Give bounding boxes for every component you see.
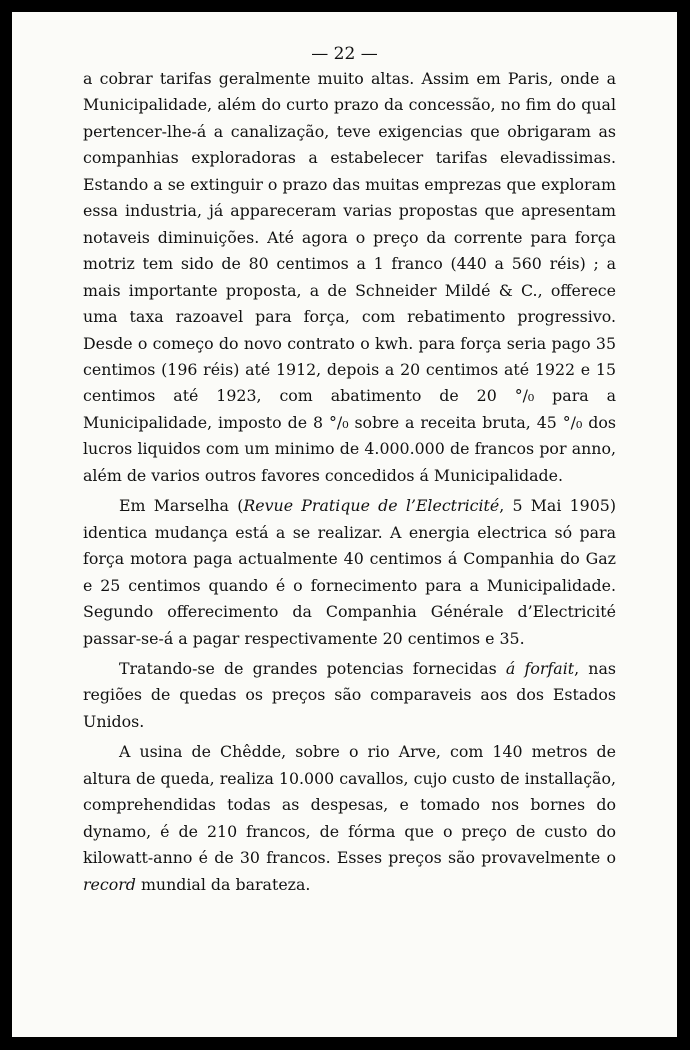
paragraph-4-text-end: mundial da barateza.: [135, 874, 311, 894]
paragraph-3-text-start: Tratando-se de grandes potencias fornecidas: [119, 658, 506, 678]
paragraph-2-text-end: , 5 Mai 1905) identica mudança está a se realizar. A energia electrica só para força motora paga actualmente 40 centimos á Companhia do Gaz e 25 centimos quando é o fornecimento para a Municipalidade. Segundo offerecimento da Companhia Générale d’Electricité passar-se-á a pagar respectivamente 20 centimos e 35.: [83, 496, 616, 648]
body-text: [83, 66, 616, 898]
paragraph-2: [83, 493, 616, 652]
paragraph-1: [83, 66, 616, 489]
paragraph-1-text: a cobrar tarifas geralmente muito altas. Assim em Paris, onde a Municipalidade, além do curto prazo da concessão, no fim do qual pertencer-lhe-á a canalização, teve exigencias que obrigaram as companhias exploradoras a estabelecer tarifas elevadissimas. Estando a se extinguir o prazo das muitas emprezas que exploram essa industria, já appareceram varias propostas que apresentam notaveis diminuições. Até agora o preço da corrente para força motriz tem sido de 80 centimos a 1 franco (440 a 560 réis) ; a mais importante proposta, a de Schneider Mildé & C., offerece uma taxa razoavel para força, com rebatimento progressivo. Desde o começo do novo contrato o kwh. para força seria pago 35 centimos (196 réis) até 1912, depois a 20 centimos até 1922 e 15 centimos até 1923, com abatimento de 20 °/₀ para a Municipalidade, imposto de 8 °/₀ sobre a receita bruta, 45 °/₀ dos lucros liquidos com um minimo de 4.000.000 de francos por anno, além de varios outros favores concedidos á Municipalidade.: [83, 69, 616, 485]
paragraph-4-text-start: A usina de Chêdde, sobre o rio Arve, com 140 metros de altura de queda, realiza 10.000 cavallos, cujo custo de installação, comprehendidas todas as despesas, e tomado nos bornes do dynamo, é de 210 francos, de fórma que o preço de custo do kilowatt-anno é de 30 francos. Esses preços são provavelmente o: [83, 742, 616, 868]
italic-phrase: á forfait: [505, 658, 575, 678]
paragraph-3-text-end: , nas regiões de quedas os preços são comparaveis aos dos Estados Unidos.: [83, 658, 616, 731]
paragraph-3: [83, 656, 616, 735]
book-page: [12, 12, 677, 1037]
italic-word: record: [83, 874, 136, 894]
paragraph-2-text-start: Em Marselha (: [119, 496, 244, 516]
page-number: — 22 —: [311, 44, 378, 64]
paragraph-4: [83, 739, 616, 898]
journal-title: Revue Pratique de l’Electricité: [243, 496, 500, 516]
